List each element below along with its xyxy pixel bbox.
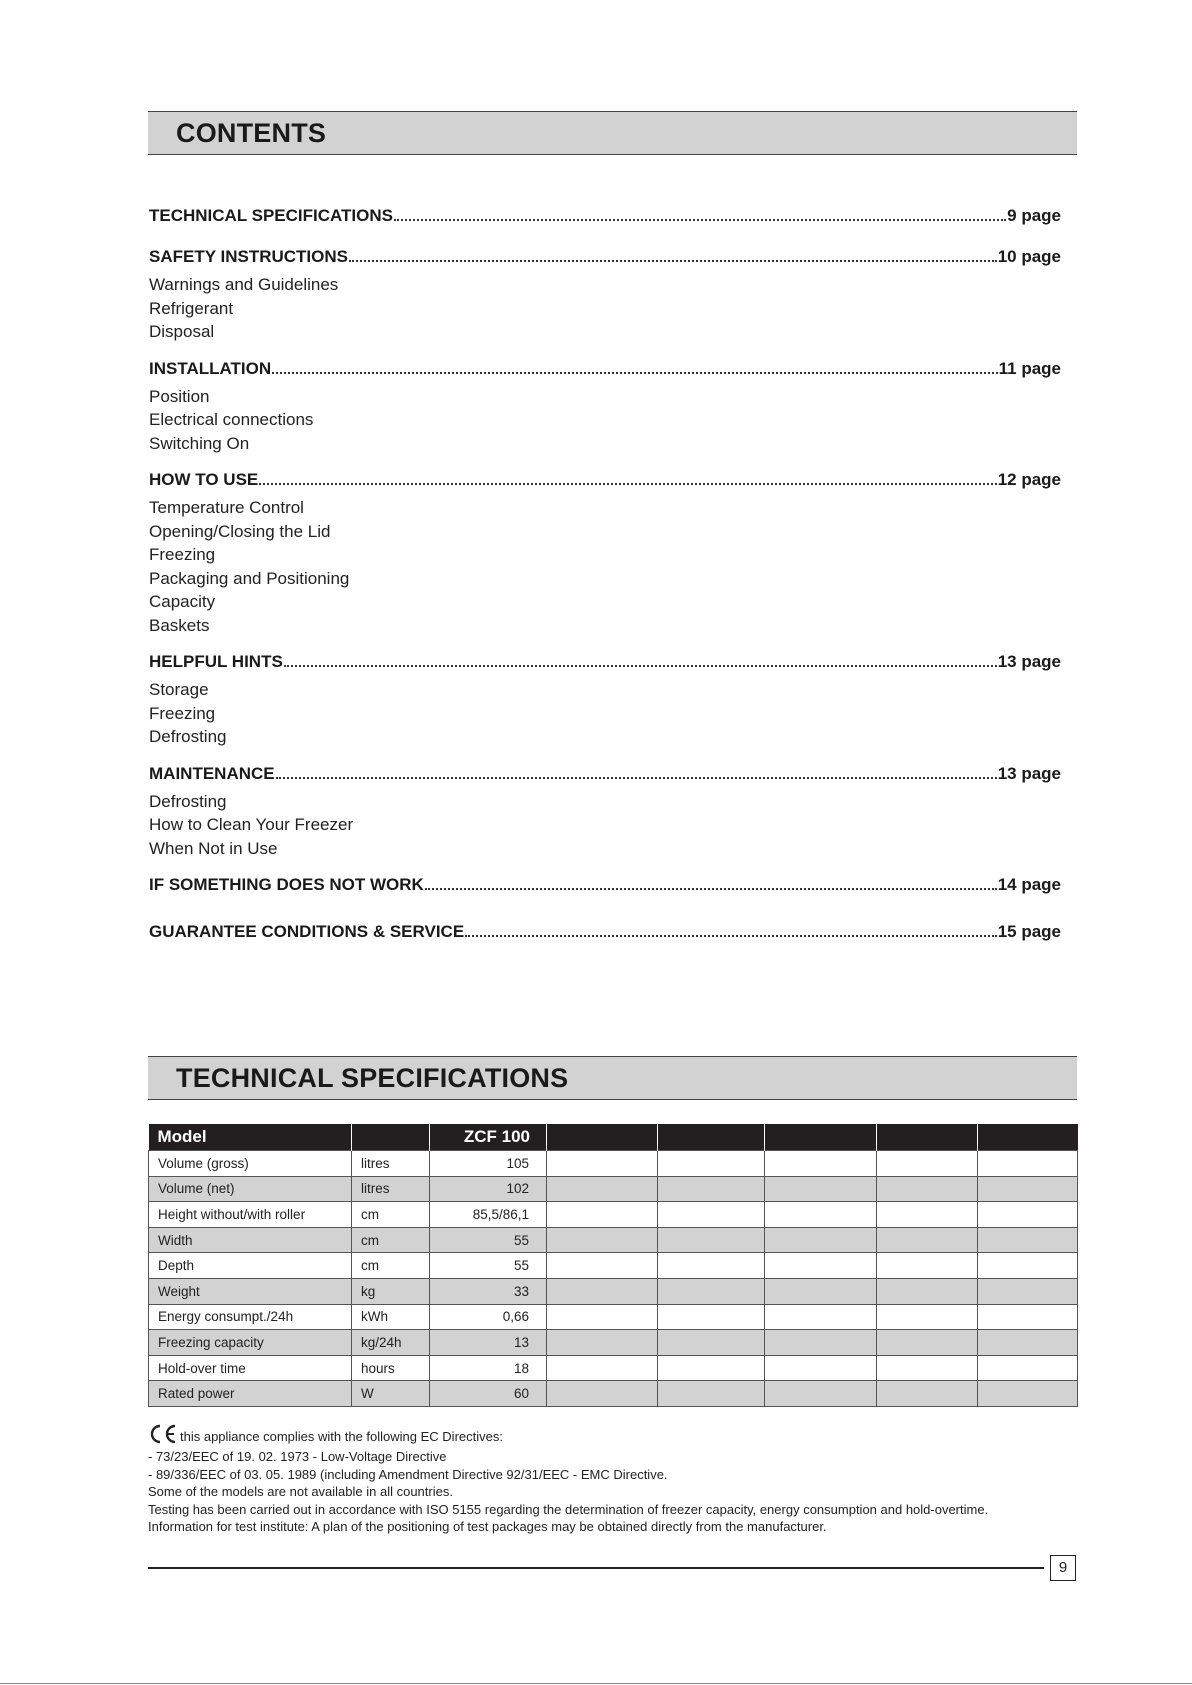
spec-empty-cell [547, 1330, 658, 1356]
spec-unit: kWh [352, 1304, 430, 1330]
header-empty [978, 1124, 1078, 1151]
toc-heading: GUARANTEE CONDITIONS & SERVICE [149, 922, 465, 941]
compliance-notes [148, 1424, 1078, 1535]
spec-empty-cell [877, 1151, 978, 1177]
toc-entry [149, 921, 1061, 943]
toc-subitems [149, 385, 1061, 456]
toc-heading-row [149, 763, 1061, 785]
spec-empty-cell [765, 1151, 877, 1177]
spec-unit: W [352, 1381, 430, 1407]
note-line: - 89/336/EEC of 03. 05. 1989 (including Amendment Directive 92/31/EEC - EMC Directive. [148, 1466, 668, 1482]
spec-empty-cell [877, 1355, 978, 1381]
spec-empty-cell [658, 1227, 765, 1253]
spec-empty-cell [658, 1202, 765, 1228]
note-line: Some of the models are not available in all countries. [148, 1484, 453, 1500]
spec-empty-cell [547, 1151, 658, 1177]
toc-subitem: Temperature Control [149, 498, 304, 517]
toc-heading: MAINTENANCE [149, 763, 275, 783]
spec-empty-cell [658, 1330, 765, 1356]
header-empty [765, 1124, 877, 1151]
toc-heading: INSTALLATION [149, 358, 272, 378]
toc-leader-dots [349, 246, 997, 262]
toc-leader-dots [394, 205, 1006, 221]
spec-empty-cell [658, 1253, 765, 1279]
spec-unit: cm [352, 1227, 430, 1253]
spec-empty-cell [877, 1278, 978, 1304]
spec-label: Energy consumpt./24h [149, 1304, 352, 1330]
table-row [149, 1176, 1078, 1202]
toc-heading-row [149, 358, 1061, 380]
spec-label: Weight [149, 1278, 352, 1304]
toc-subitem: Storage [149, 680, 209, 699]
toc-subitem: Capacity [149, 592, 216, 611]
spec-empty-cell [547, 1227, 658, 1253]
spec-empty-cell [547, 1381, 658, 1407]
spec-label: Width [149, 1227, 352, 1253]
spec-label: Depth [149, 1253, 352, 1279]
toc-subitem: Defrosting [149, 727, 227, 746]
spec-value: 55 [430, 1253, 547, 1279]
spec-label: Freezing capacity [149, 1330, 352, 1356]
toc-page-ref: 13 page [997, 652, 1061, 671]
spec-empty-cell [547, 1253, 658, 1279]
table-row [149, 1202, 1078, 1228]
toc-page-ref: 12 page [997, 470, 1061, 489]
table-row [149, 1278, 1078, 1304]
toc-page-ref: 13 page [997, 763, 1061, 783]
table-row [149, 1151, 1078, 1177]
spec-empty-cell [765, 1202, 877, 1228]
spec-value: 105 [430, 1151, 547, 1177]
spec-empty-cell [765, 1278, 877, 1304]
table-row [149, 1227, 1078, 1253]
toc-heading: TECHNICAL SPECIFICATIONS [149, 206, 393, 225]
toc-subitem: Refrigerant [149, 298, 234, 318]
spec-empty-cell [658, 1176, 765, 1202]
spec-empty-cell [877, 1202, 978, 1228]
toc-leader-dots [276, 763, 997, 779]
spec-unit: kg/24h [352, 1330, 430, 1356]
table-of-contents [149, 205, 1061, 957]
header-model-name: ZCF 100 [430, 1124, 547, 1151]
toc-subitem: Baskets [149, 615, 210, 635]
header-model: Model [149, 1124, 352, 1151]
spec-empty-cell [658, 1355, 765, 1381]
spec-empty-cell [978, 1278, 1078, 1304]
table-row [149, 1304, 1078, 1330]
toc-leader-dots [425, 874, 997, 890]
toc-entry [149, 246, 1061, 344]
toc-heading-row [149, 651, 1061, 673]
spec-empty-cell [547, 1304, 658, 1330]
ce-line [148, 1424, 1078, 1448]
spec-empty-cell [547, 1176, 658, 1202]
spec-empty-cell [877, 1381, 978, 1407]
toc-leader-dots [284, 651, 997, 667]
toc-leader-dots [259, 469, 996, 485]
note-line: Testing has been carried out in accordance with ISO 5155 regarding the determination of freezer capacity, energy consumption and hold-overtime. [148, 1501, 989, 1517]
note-line: - 73/23/EEC of 19. 02. 1973 - Low-Voltage Directive [148, 1449, 447, 1465]
note-line: Information for test institute: A plan of the positioning of test packages may be obtained directly from the manufacturer. [148, 1519, 827, 1535]
spec-empty-cell [978, 1176, 1078, 1202]
spec-empty-cell [547, 1202, 658, 1228]
spec-unit: cm [352, 1202, 430, 1228]
spec-unit: kg [352, 1278, 430, 1304]
page-edge-rule [0, 1683, 1192, 1684]
spec-empty-cell [765, 1227, 877, 1253]
toc-heading: HOW TO USE [149, 470, 259, 489]
spec-empty-cell [978, 1253, 1078, 1279]
toc-entry [149, 469, 1061, 637]
spec-unit: cm [352, 1253, 430, 1279]
toc-page-ref: 9 page [1007, 206, 1061, 225]
toc-heading: IF SOMETHING DOES NOT WORK [149, 875, 424, 894]
ce-mark-icon [148, 1424, 178, 1448]
table-row [149, 1253, 1078, 1279]
spec-label: Rated power [149, 1381, 352, 1407]
toc-heading-row [149, 874, 1061, 896]
spec-empty-cell [978, 1304, 1078, 1330]
toc-subitem: Electrical connections [149, 410, 314, 429]
spec-empty-cell [547, 1278, 658, 1304]
spec-value: 55 [430, 1227, 547, 1253]
spec-unit: litres [352, 1176, 430, 1202]
spec-value: 0,66 [430, 1304, 547, 1330]
toc-entry [149, 651, 1061, 749]
toc-subitems [149, 273, 1061, 344]
spec-empty-cell [877, 1176, 978, 1202]
header-unit [352, 1124, 430, 1151]
spec-empty-cell [877, 1227, 978, 1253]
spec-label: Volume (gross) [149, 1151, 352, 1177]
spec-value: 33 [430, 1278, 547, 1304]
toc-heading: SAFETY INSTRUCTIONS [149, 247, 348, 266]
contents-title: CONTENTS [176, 118, 327, 148]
spec-empty-cell [978, 1330, 1078, 1356]
spec-label: Volume (net) [149, 1176, 352, 1202]
spec-empty-cell [978, 1227, 1078, 1253]
spec-empty-cell [765, 1355, 877, 1381]
toc-subitem: How to Clean Your Freezer [149, 815, 354, 834]
toc-subitem: Defrosting [149, 791, 227, 811]
toc-subitem: Opening/Closing the Lid [149, 521, 331, 541]
spec-empty-cell [765, 1330, 877, 1356]
spec-label: Height without/with roller [149, 1202, 352, 1228]
spec-empty-cell [877, 1253, 978, 1279]
toc-heading-row [149, 469, 1061, 491]
contents-header-bar [148, 111, 1077, 155]
toc-subitems [149, 790, 1061, 861]
spec-value: 85,5/86,1 [430, 1202, 547, 1228]
toc-entry [149, 763, 1061, 861]
spec-empty-cell [978, 1355, 1078, 1381]
toc-subitem: When Not in Use [149, 838, 278, 858]
footer-rule [148, 1567, 1044, 1569]
spec-empty-cell [658, 1278, 765, 1304]
toc-page-ref: 14 page [997, 875, 1061, 894]
toc-subitems [149, 678, 1061, 749]
spec-empty-cell [658, 1381, 765, 1407]
spec-empty-cell [765, 1304, 877, 1330]
spec-empty-cell [765, 1176, 877, 1202]
toc-leader-dots [465, 921, 997, 937]
toc-entry [149, 358, 1061, 456]
header-empty [658, 1124, 765, 1151]
toc-subitem: Switching On [149, 433, 250, 453]
spec-empty-cell [658, 1151, 765, 1177]
ce-statement: this appliance complies with the following EC Directives: [180, 1429, 503, 1444]
spec-empty-cell [978, 1202, 1078, 1228]
spec-unit: hours [352, 1355, 430, 1381]
toc-subitem: Disposal [149, 322, 215, 341]
toc-subitem: Freezing [149, 703, 216, 723]
table-row [149, 1355, 1078, 1381]
specs-title: TECHNICAL SPECIFICATIONS [176, 1063, 569, 1093]
spec-empty-cell [877, 1304, 978, 1330]
toc-subitem: Packaging and Positioning [149, 568, 350, 588]
toc-subitem: Warnings and Guidelines [149, 275, 339, 294]
table-row [149, 1381, 1078, 1407]
spec-empty-cell [547, 1355, 658, 1381]
spec-empty-cell [765, 1381, 877, 1407]
spec-value: 60 [430, 1381, 547, 1407]
spec-value: 102 [430, 1176, 547, 1202]
toc-heading-row [149, 921, 1061, 943]
header-empty [547, 1124, 658, 1151]
header-empty [877, 1124, 978, 1151]
toc-page-ref: 11 page [998, 358, 1061, 378]
toc-subitems [149, 496, 1061, 637]
toc-page-ref: 15 page [997, 922, 1061, 941]
spec-label: Hold-over time [149, 1355, 352, 1381]
table-row [149, 1330, 1078, 1356]
toc-subitem: Position [149, 386, 210, 406]
toc-entry [149, 874, 1061, 896]
page-number: 9 [1050, 1555, 1076, 1581]
toc-leader-dots [272, 358, 997, 374]
spec-unit: litres [352, 1151, 430, 1177]
spec-empty-cell [658, 1304, 765, 1330]
specs-header-bar [148, 1056, 1077, 1100]
specifications-table [148, 1124, 1078, 1407]
table-header-row [149, 1124, 1078, 1151]
toc-heading-row [149, 205, 1061, 227]
toc-subitem: Freezing [149, 545, 216, 564]
toc-entry [149, 205, 1061, 227]
spec-value: 13 [430, 1330, 547, 1356]
toc-page-ref: 10 page [997, 247, 1061, 266]
spec-empty-cell [877, 1330, 978, 1356]
spec-value: 18 [430, 1355, 547, 1381]
toc-heading-row [149, 246, 1061, 268]
spec-empty-cell [765, 1253, 877, 1279]
spec-empty-cell [978, 1151, 1078, 1177]
spec-empty-cell [978, 1381, 1078, 1407]
toc-heading: HELPFUL HINTS [149, 652, 283, 671]
